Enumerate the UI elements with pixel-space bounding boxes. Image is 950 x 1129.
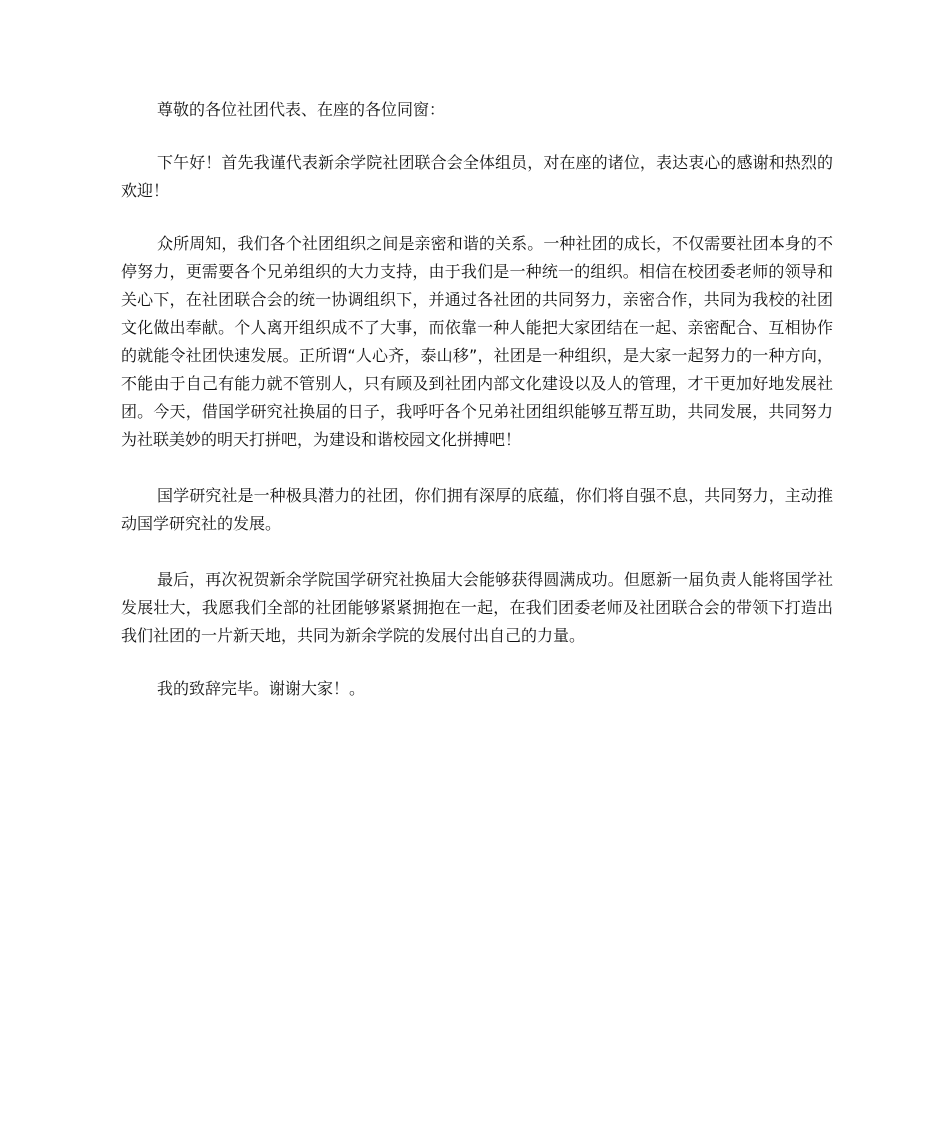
greeting-paragraph: 下午好！首先我谨代表新余学院社团联合会全体组员，对在座的诸位，表达衷心的感谢和热烈的欢迎！: [121, 153, 833, 200]
club-praise-paragraph: 国学研究社是一种极具潜力的社团，你们拥有深厚的底蕴，你们将自强不息，共同努力，主动推动国学研究社的发展。: [121, 486, 833, 533]
closing-wishes-paragraph: 最后，再次祝贺新余学院国学研究社换届大会能够获得圆满成功。但愿新一届负责人能将国学社发展壮大，我愿我们全部的社团能够紧紧拥抱在一起，在我们团委老师及社团联合会的带领下打造出我们社团的一片新天地，共同为新余学院的发展付出自己的力量。: [121, 570, 833, 645]
main-body-paragraph: 众所周知，我们各个社团组织之间是亲密和谐的关系。一种社团的成长，不仅需要社团本身的不停努力，更需要各个兄弟组织的大力支持，由于我们是一种统一的组织。相信在校团委老师的领导和关心下，在社团联合会的统一协调组织下，并通过各社团的共同努力，亲密合作，共同为我校的社团文化做出奉献。个人离开组织成不了大事，而依靠一种人能把大家团结在一起、亲密配合、互相协作的就能令社团快速发展。正所谓“人心齐，泰山移”，社团是一种组织，是大家一起努力的一种方向，不能由于自己有能力就不管别人，只有顾及到社团内部文化建设以及人的管理，才干更加好地发展社团。今天，借国学研究社换届的日子，我呼吁各个兄弟社团组织能够互帮互助，共同发展，共同努力为社联美妙的明天打拼吧，为建设和谐校园文化拼搏吧！: [121, 234, 833, 449]
thanks-paragraph: 我的致辞完毕。谢谢大家！。: [157, 679, 366, 698]
salutation-paragraph: 尊敬的各位社团代表、在座的各位同窗：: [157, 100, 446, 119]
document-body: [121, 96, 833, 703]
